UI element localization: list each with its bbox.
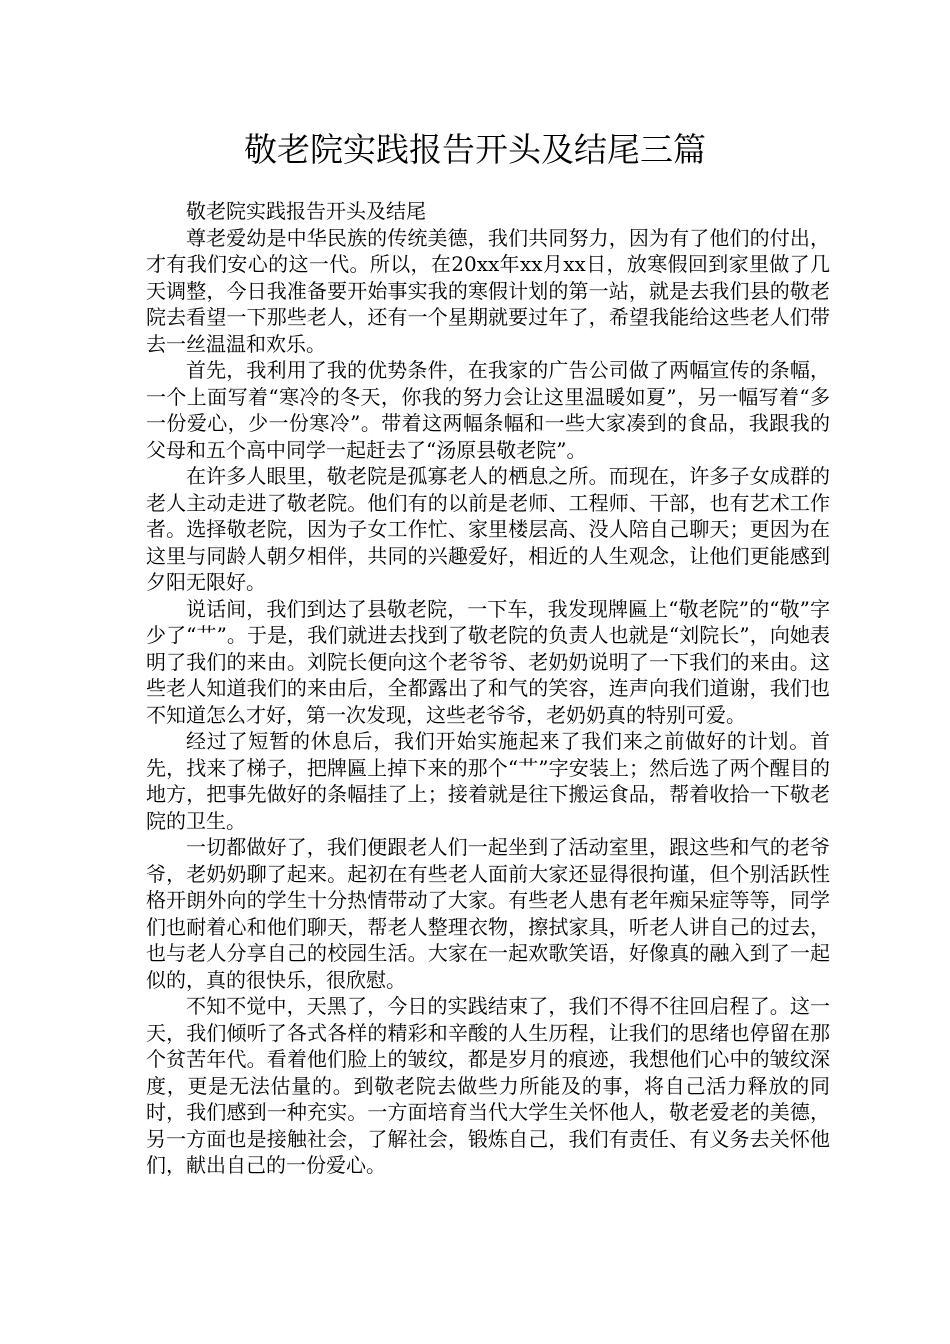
paragraph: 经过了短暂的休息后，我们开始实施起来了我们来之前做好的计划。首先，找来了梯子，把牌匾上掉下来的那个“艹”字安装上；然后选了两个醒目的地方，把事先做好的条幅挂了上；接着就是往下搬运食品，帮着收拾一下敬老院的卫生。 xyxy=(146,729,830,833)
document-body xyxy=(146,198,830,1179)
document-title: 敬老院实践报告开头及结尾三篇 xyxy=(244,130,706,169)
paragraph: 说话间，我们到达了县敬老院，一下车，我发现牌匾上“敬老院”的“敬”字少了“艹”。于是，我们就进去找到了敬老院的负责人也就是“刘院长”，向她表明了我们的来由。刘院长便向这个老爷爷、老奶奶说明了一下我们的来由。这些老人知道我们的来由后，全都露出了和气的笑容，连声向我们道谢，我们也不知道怎么才好，第一次发现，这些老爷爷，老奶奶真的特别可爱。 xyxy=(146,596,830,727)
paragraph: 一切都做好了，我们便跟老人们一起坐到了活动室里，跟这些和气的老爷爷，老奶奶聊了起来。起初在有些老人面前大家还显得很拘谨，但个别活跃性格开朗外向的学生十分热情带动了大家。有些老人患有老年痴呆症等等，同学们也耐着心和他们聊天，帮老人整理衣物，擦拭家具，听老人讲自己的过去，也与老人分享自己的校园生活。大家在一起欢歌笑语，好像真的融入到了一起似的，真的很快乐，很欣慰。 xyxy=(146,835,830,992)
paragraph: 首先，我利用了我的优势条件，在我家的广告公司做了两幅宣传的条幅，一个上面写着“寒冷的冬天，你我的努力会让这里温暖如夏”，另一幅写着“多一份爱心，少一份寒冷”。带着这两幅条幅和一些大家凑到的食品，我跟我的父母和五个高中同学一起赶去了“汤原县敬老院”。 xyxy=(146,358,830,462)
paragraph: 不知不觉中，天黑了，今日的实践结束了，我们不得不往回启程了。这一天，我们倾听了各式各样的精彩和辛酸的人生历程，让我们的思绪也停留在那个贫苦年代。看着他们脸上的皱纹，都是岁月的痕迹，我想他们心中的皱纹深度，更是无法估量的。到敬老院去做些力所能及的事，将自己活力释放的同时，我们感到一种充实。一方面培育当代大学生关怀他人，敬老爱老的美德，另一方面也是接触社会，了解社会，锻炼自己，我们有责任、有义务去关怀他们，献出自己的一份爱心。 xyxy=(146,994,830,1177)
paragraph: 在许多人眼里，敬老院是孤寡老人的栖息之所。而现在，许多子女成群的老人主动走进了敬老院。他们有的以前是老师、工程师、干部，也有艺术工作者。选择敬老院，因为子女工作忙、家里楼层高、没人陪自己聊天；更因为在这里与同龄人朝夕相伴，共同的兴趣爱好，相近的人生观念，让他们更能感到夕阳无限好。 xyxy=(146,464,830,594)
document-subtitle: 敬老院实践报告开头及结尾 xyxy=(186,199,426,223)
paragraph: 尊老爱幼是中华民族的传统美德，我们共同努力，因为有了他们的付出，才有我们安心的这一代。所以，在20xx年xx月xx日，放寒假回到家里做了几天调整，今日我准备要开始事实我的寒假计划的第一站，就是去我们县的敬老院去看望一下那些老人，还有一个星期就要过年了，希望我能给这些老人们带去一丝温温和欢乐。 xyxy=(146,225,830,356)
